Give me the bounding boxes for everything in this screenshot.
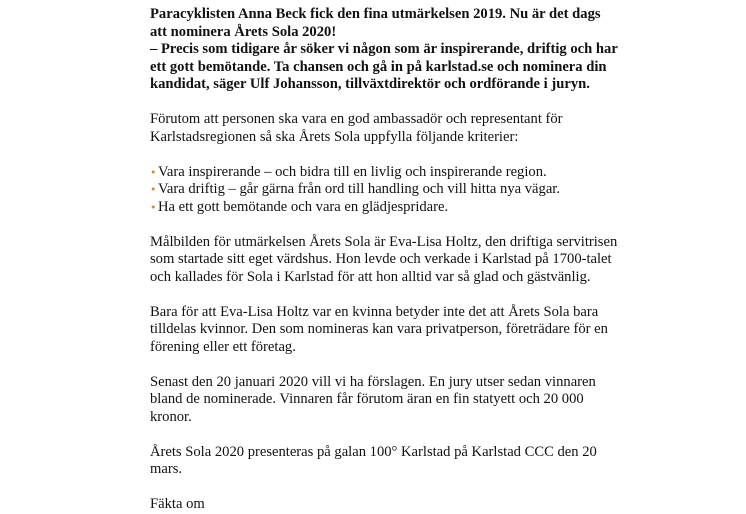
paragraph-gala: Årets Sola 2020 presenteras på galan 100° Karlstad på Karlstad CCC den 20 mars. xyxy=(150,443,597,477)
criteria-item xyxy=(150,199,620,217)
criteria-item-text: Vara inspirerande – och bidra till en livlig och inspirerande region. xyxy=(158,163,547,180)
bullet-icon: • xyxy=(150,183,157,196)
cut-off-heading: Fäkta om xyxy=(150,496,205,512)
lead-headline: Paracyklisten Anna Beck fick den fina utmärkelsen 2019. Nu är det dags att nominera Årets Sola 2020! xyxy=(150,6,601,40)
criteria-item-text: Vara driftig – går gärna från ord till handling och vill hitta nya vägar. xyxy=(158,181,561,197)
criteria-list xyxy=(150,164,620,217)
paragraph-deadline: Senast den 20 januari 2020 vill vi ha förslagen. En jury utser sedan vinnaren bland de nominerade. Vinnaren får förutom äran en fin statyett och 20 000 kronor. xyxy=(150,373,596,425)
lead-block xyxy=(150,6,620,94)
press-release-body xyxy=(150,6,620,514)
criteria-item xyxy=(150,181,620,199)
paragraph-model: Målbilden för utmärkelsen Årets Sola är Eva-Lisa Holtz, den driftiga servitrisen som startade sitt eget värdshus. Hon levde och verkade i Karlstad på 1700-talet och kallades för Sola i Karlstad för att hon alltid var så glad och gästvänlig. xyxy=(150,233,618,285)
paragraph-women: Bara för att Eva-Lisa Holtz var en kvinna betyder inte det att Årets Sola bara tilldelas kvinnor. Den som nomineras kan vara privatperson, företrädare för en förening eller ett företag. xyxy=(150,303,608,355)
lead-quote: – Precis som tidigare år söker vi någon som är inspirerande, driftig och har ett gott bemötande. Ta chansen och gå in på karlstad.se och nominera din kandidat, säger Ulf Johansson, tillväxtdirektör och ordförande i juryn. xyxy=(150,41,618,92)
criteria-item xyxy=(150,164,620,182)
bullet-icon: • xyxy=(150,200,157,214)
criteria-item-text: Ha ett gott bemötande och vara en glädjespridare. xyxy=(158,198,449,215)
bullet-icon: • xyxy=(150,165,157,179)
criteria-intro: Förutom att personen ska vara en god ambassadör och representant för Karlstadsregionen så ska Årets Sola uppfylla följande kriterier: xyxy=(150,111,563,145)
